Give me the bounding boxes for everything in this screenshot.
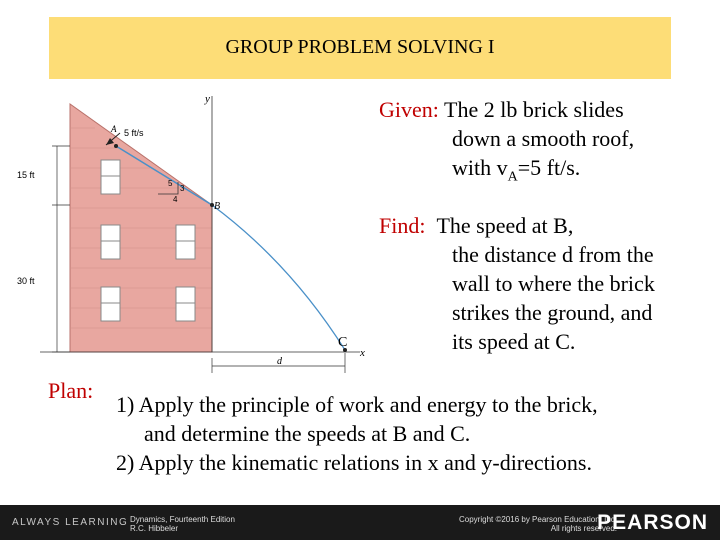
find-line-2: the distance d from the — [452, 242, 654, 267]
plan-line-2: and determine the speeds at B and C. — [144, 421, 471, 446]
slope-rise: 3 — [180, 184, 185, 193]
slope-hyp: 5 — [168, 179, 173, 188]
plan-line-1: 1) Apply the principle of work and energy to the brick, — [116, 392, 598, 417]
copyright: Copyright ©2016 by Pearson Education, Inc. All rights reserved. — [459, 515, 617, 533]
speed-label: 5 ft/s — [124, 128, 144, 138]
title-bar — [49, 17, 671, 79]
given-label: Given: — [379, 97, 439, 122]
always-learning-tagline: ALWAYS LEARNING — [12, 517, 129, 528]
footer-bar — [0, 505, 720, 540]
plan-label: Plan: — [48, 378, 94, 403]
given-line-1: Given: The 2 lb brick slides — [379, 97, 624, 122]
given-line-2: down a smooth roof, — [452, 126, 635, 151]
book-credit: Dynamics, Fourteenth Edition R.C. Hibbeler — [130, 515, 235, 533]
height-bottom-label: 30 ft — [17, 276, 35, 286]
find-line-5: its speed at C. — [452, 329, 576, 354]
point-b-label: B — [214, 201, 221, 212]
find-block — [379, 211, 709, 356]
plan-line-3: 2) Apply the kinematic relations in x and y-directions. — [116, 450, 592, 475]
trajectory-curve — [212, 205, 348, 350]
problem-figure — [0, 88, 380, 378]
find-line-3: wall to where the brick — [452, 271, 655, 296]
find-line-1: Find: The speed at B, — [379, 213, 574, 238]
given-block — [379, 95, 709, 191]
point-c-label: C — [338, 335, 348, 350]
point-a-label: A — [111, 124, 117, 134]
y-axis-label: y — [205, 93, 210, 105]
find-line-4: strikes the ground, and — [452, 300, 653, 325]
slide-title: GROUP PROBLEM SOLVING I — [225, 36, 495, 58]
height-top-label: 15 ft — [17, 170, 35, 180]
pearson-logo: PEARSON — [597, 511, 708, 534]
plan-block — [116, 390, 696, 477]
x-axis-label: x — [360, 347, 365, 359]
distance-label: d — [277, 356, 282, 367]
slope-run: 4 — [173, 195, 178, 204]
find-label: Find: — [379, 213, 426, 238]
given-line-3: with $v_A=5$ ft/s. — [452, 155, 581, 185]
